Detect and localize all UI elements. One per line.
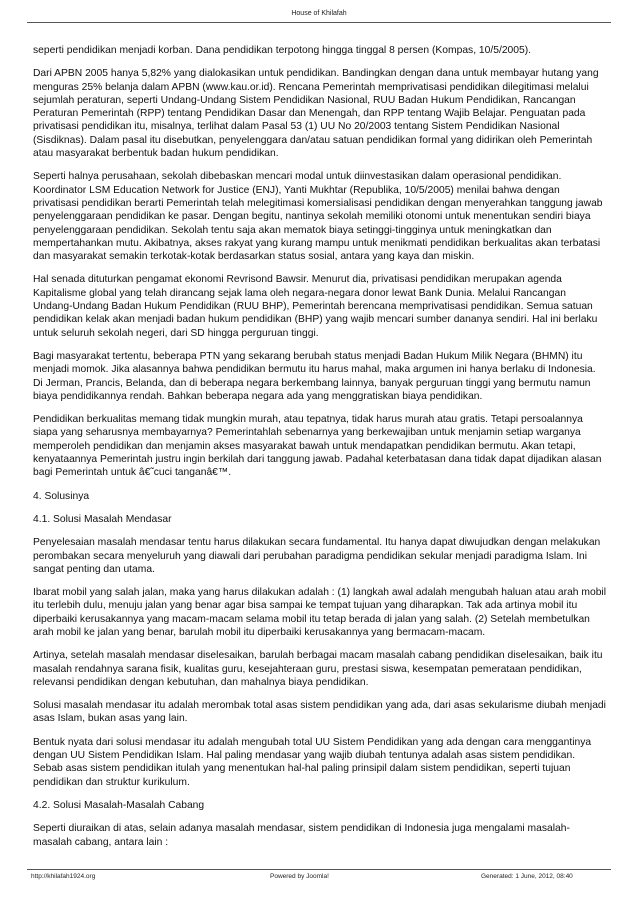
footer-powered-by: Powered by Joomla! <box>270 873 329 880</box>
paragraph: Dari APBN 2005 hanya 5,82% yang dialokasikan untuk pendidikan. Bandingkan dengan dana untuk membayar hutang yang menguras 25% belanja dalam APBN (www.kau.or.id). Rencana Pemerintah memprivatisasi pendidikan dilegitimasi melalui sejumlah peraturan, seperti Undang-Undang Sistem Pendidikan Nasional, RUU Badan Hukum Pendidikan, Rancangan Peraturan Pemerintah (RPP) tentang Pendidikan Dasar dan Menengah, dan RPP tentang Wajib Belajar. Penguatan pada privatisasi pendidikan itu, misalnya, terlihat dalam Pasal 53 (1) UU No 20/2003 tentang Sistem Pendidikan Nasional (Sisdiknas). Dalam pasal itu disebutkan, penyelenggara dan/atau satuan pendidikan formal yang didirikan oleh Pemerintah atau masyarakat berbentuk badan hukum pendidikan. <box>33 68 599 160</box>
section-heading: 4. Solusinya <box>33 490 90 502</box>
footer-rule <box>27 869 611 870</box>
paragraph: Seperti halnya perusahaan, sekolah dibebaskan mencari modal untuk diinvestasikan dalam operasional pendidikan. Koordinator LSM Education Network for Justice (ENJ), Yanti Mukhtar (Republika, 10/5/2005) menilai bahwa dengan privatisasi pendidikan berarti Pemerintah telah melegitimasi komersialisasi pendidikan dengan menyerahkan tanggung jawab penyelenggaraan pendidikan ke pasar. Dengan begitu, nantinya sekolah memiliki otonomi untuk menentukan sendiri biaya penyelenggaraan pendidikan. Sekolah tentu saja akan mematok biaya setinggi-tingginya untuk meningkatkan dan mempertahankan mutu. Akibatnya, akses rakyat yang kurang mampu untuk menikmati pendidikan berkualitas akan terbatasi dan masyarakat semakin terkotak-kotak berdasarkan status sosial, antara yang kaya dan miskin. <box>33 171 603 263</box>
paragraph: Hal senada dituturkan pengamat ekonomi Revrisond Bawsir. Menurut dia, privatisasi pendidikan merupakan agenda Kapitalisme global yang telah dirancang sejak lama oleh negara-negara donor lewat Bank Dunia. Melalui Rancangan Undang-Undang Badan Hukum Pendidikan (RUU BHP), Pemerintah berencana memprivatisasi pendidikan. Semua satuan pendidikan kelak akan menjadi badan hukum pendidikan (BHP) yang wajib mencari sumber dananya sendiri. Hal ini berlaku untuk seluruh sekolah negeri, dari SD hingga perguruan tinggi. <box>33 274 598 339</box>
document-body <box>33 44 607 859</box>
subsection-heading: 4.1. Solusi Masalah Mendasar <box>33 513 172 525</box>
footer-generated: Generated: 1 June, 2012, 08:40 <box>481 873 573 880</box>
paragraph: Solusi masalah mendasar itu adalah merombak total asas sistem pendidikan yang ada, dari asas sekularisme diubah menjadi asas Islam, bukan asas yang lain. <box>33 700 606 725</box>
footer-url[interactable]: http://khilafah1924.org <box>31 873 96 880</box>
paragraph: Ibarat mobil yang salah jalan, maka yang harus dilakukan adalah : (1) langkah awal adalah mengubah haluan atau arah mobil itu terlebih dulu, menuju jalan yang benar agar bisa sampai ke tempat tujuan yang diharapkan. Tak ada artinya mobil itu diperbaiki kerusakannya yang macam-macam selama mobil itu tetap berada di jalan yang salah. (2) Setelah membetulkan arah mobil ke jalan yang benar, barulah mobil itu diperbaiki kerusakannya yang bermacam-macam. <box>33 587 606 638</box>
paragraph: Bagi masyarakat tertentu, beberapa PTN yang sekarang berubah status menjadi Badan Hukum Milik Negara (BHMN) itu menjadi momok. Jika alasannya bahwa pendidikan bermutu itu harus mahal, maka argumen ini hanya berlaku di Indonesia. Di Jerman, Prancis, Belanda, dan di beberapa negara berkembang lainnya, banyak perguruan tinggi yang bermutu namun biaya pendidikannya rendah. Bahkan beberapa negara ada yang menggratiskan biaya pendidikan. <box>33 350 596 402</box>
subsection-heading: 4.2. Solusi Masalah-Masalah Cabang <box>33 799 205 811</box>
page-header: House of Khilafah <box>291 10 347 17</box>
paragraph: seperti pendidikan menjadi korban. Dana pendidikan terpotong hingga tinggal 8 persen (Kompas, 10/5/2005). <box>33 45 532 56</box>
paragraph: Seperti diuraikan di atas, selain adanya masalah mendasar, sistem pendidikan di Indonesia juga mengalami masalah-masalah cabang, antara lain : <box>33 823 570 848</box>
paragraph: Penyelesaian masalah mendasar tentu harus dilakukan secara fundamental. Itu hanya dapat diwujudkan dengan melakukan perombakan secara menyeluruh yang diawali dari perubahan paradigma pendidikan sekular menjadi paradigma Islam. Ini sangat penting dan utama. <box>33 537 601 575</box>
paragraph: Pendidikan berkualitas memang tidak mungkin murah, atau tepatnya, tidak harus murah atau gratis. Tetapi persoalannya siapa yang seharusnya membayarnya? Pemerintahlah sebenarnya yang berkewajiban untuk menjamin setiap warganya memperoleh pendidikan dan menjamin akses masyarakat bawah untuk mendapatkan pendidikan bermutu. Akan tetapi, kenyataannya Pemerintah justru ingin berkilah dari tanggung jawab. Padahal keterbatasan dana tidak dapat dijadikan alasan bagi Pemerintah untuk â€˜cuci tanganâ€™. <box>33 414 602 479</box>
paragraph: Bentuk nyata dari solusi mendasar itu adalah mengubah total UU Sistem Pendidikan yang ada dengan cara menggantinya dengan UU Sistem Pendidikan Islam. Hal paling mendasar yang wajib diubah tentunya adalah asas sistem pendidikan. Sebab asas sistem pendidikan itulah yang menentukan hal-hal paling prinsipil dalam sistem pendidikan, seperti tujuan pendidikan dan struktur kurikulum. <box>33 736 592 788</box>
paragraph: Artinya, setelah masalah mendasar diselesaikan, barulah berbagai macam masalah cabang pendidikan diselesaikan, baik itu masalah rendahnya sarana fisik, kualitas guru, kesejahteraan guru, prestasi siswa, kesempatan pemerataan pendidikan, relevansi pendidikan dengan kebutuhan, dan mahalnya biaya pendidikan. <box>33 650 603 688</box>
header-rule <box>27 22 611 23</box>
